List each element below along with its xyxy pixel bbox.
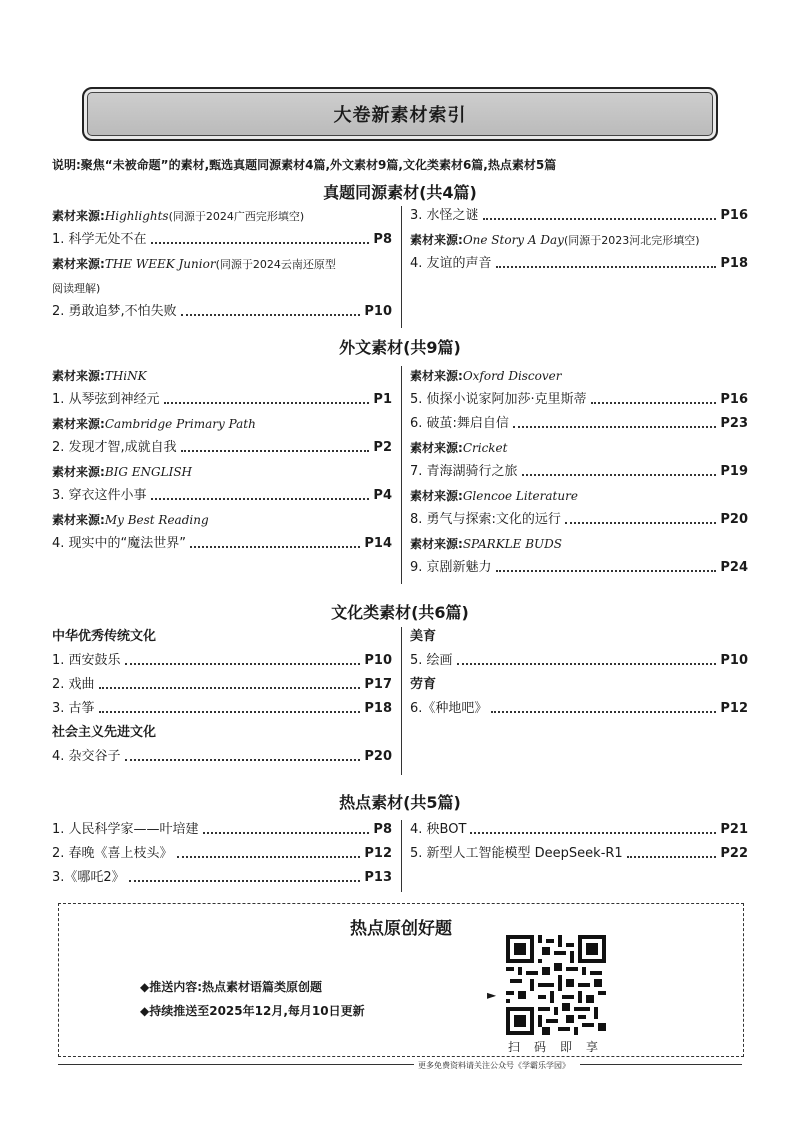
section3-right-column (410, 625, 748, 721)
column-divider (401, 627, 402, 775)
index-entry[interactable]: 7. 青海湖骑行之旅 P19 (410, 464, 748, 479)
category-label: 美育 (410, 629, 437, 644)
source-line: 素材来源:THiNK (52, 369, 147, 383)
promo-bullet-schedule: ◆持续推送至2025年12月,每月10日更新 (140, 1004, 365, 1018)
index-entry[interactable]: 8. 勇气与探索:文化的远行 P20 (410, 512, 748, 527)
column-divider (401, 366, 402, 584)
qr-code-icon[interactable] (506, 935, 606, 1035)
index-entry[interactable]: 1. 人民科学家——叶培建 P8 (52, 822, 392, 837)
index-entry[interactable]: 1. 西安鼓乐 P10 (52, 653, 392, 668)
footer-divider (580, 1064, 742, 1065)
index-entry[interactable]: 1. 从琴弦到神经元 P1 (52, 392, 392, 407)
index-entry[interactable]: 2. 勇敢追梦,不怕失败 P10 (52, 304, 392, 319)
section2-left-column (52, 364, 392, 556)
source-line: 素材来源:Cambridge Primary Path (52, 417, 256, 431)
index-entry[interactable]: 4. 秧BOT P21 (410, 822, 748, 837)
section4-left-column (52, 818, 392, 890)
footer-note: 更多免费资料请关注公众号《学霸乐学园》 (418, 1061, 570, 1070)
index-entry[interactable]: 2. 戏曲 P17 (52, 677, 392, 692)
index-entry[interactable]: 4. 现实中的“魔法世界” P14 (52, 536, 392, 551)
intro-note: 说明:聚焦“未被命题”的素材,甄选真题同源素材4篇,外文素材9篇,文化类素材6篇,热点素材5篇 (52, 158, 557, 172)
source-line: 素材来源:My Best Reading (52, 513, 209, 527)
index-entry[interactable]: 4. 杂交谷子 P20 (52, 749, 392, 764)
index-entry[interactable]: 9. 京剧新魅力 P24 (410, 560, 748, 575)
index-entry[interactable]: 3. 古筝 P18 (52, 701, 392, 716)
page-title: 大卷新素材索引 (333, 105, 467, 126)
category-label: 中华优秀传统文化 (52, 629, 157, 644)
index-entry[interactable]: 5. 新型人工智能模型 DeepSeek-R1 P22 (410, 846, 748, 861)
section2-right-column (410, 364, 748, 580)
index-entry[interactable]: 3. 穿衣这件小事 P4 (52, 488, 392, 503)
promo-bullet-content: ◆推送内容:热点素材语篇类原创题 (140, 980, 323, 994)
index-entry[interactable]: 6.《种地吧》 P12 (410, 701, 748, 716)
category-label: 社会主义先进文化 (52, 725, 157, 740)
scan-caption: 扫码即享 (508, 1040, 613, 1054)
arrow-right-icon: ► (487, 988, 497, 1002)
source-line: 素材来源:SPARKLE BUDS (410, 537, 562, 551)
category-label: 劳育 (410, 677, 437, 692)
index-entry[interactable]: 6. 破茧:舞启自信 P23 (410, 416, 748, 431)
index-entry[interactable]: 2. 发现才智,成就自我 P2 (52, 440, 392, 455)
title-banner (82, 87, 718, 141)
source-line: 素材来源:Cricket (410, 441, 508, 455)
section3-left-column (52, 625, 392, 769)
section-title-exam-source: 真题同源素材(共4篇) (323, 183, 477, 202)
source-line: 素材来源:Highlights(同源于2024广西完形填空) (52, 209, 305, 223)
index-entry[interactable]: 4. 友谊的声音 P18 (410, 256, 748, 271)
source-line: 素材来源:One Story A Day(同源于2023河北完形填空) (410, 233, 700, 247)
promo-title: 热点原创好题 (350, 919, 452, 939)
index-entry[interactable]: 3.《哪吒2》 P13 (52, 870, 392, 885)
source-note-continued: 阅读理解) (52, 282, 101, 295)
section1-right-column (410, 204, 748, 276)
column-divider (401, 206, 402, 328)
index-entry[interactable]: 5. 侦探小说家阿加莎·克里斯蒂 P16 (410, 392, 748, 407)
footer-divider (58, 1064, 414, 1065)
section-title-hot-topics: 热点素材(共5篇) (339, 793, 461, 812)
index-entry[interactable]: 1. 科学无处不在 P8 (52, 232, 392, 247)
section1-left-column (52, 204, 392, 324)
source-line: 素材来源:BIG ENGLISH (52, 465, 193, 479)
source-line: 素材来源:Oxford Discover (410, 369, 562, 383)
index-entry[interactable]: 5. 绘画 P10 (410, 653, 748, 668)
index-entry[interactable]: 2. 春晚《喜上枝头》 P12 (52, 846, 392, 861)
source-line: 素材来源:Glencoe Literature (410, 489, 578, 503)
section4-right-column (410, 818, 748, 866)
column-divider (401, 820, 402, 892)
section-title-foreign: 外文素材(共9篇) (339, 338, 461, 357)
section-title-culture: 文化类素材(共6篇) (331, 603, 469, 622)
source-line: 素材来源:THE WEEK Junior(同源于2024云南还原型 (52, 257, 336, 271)
index-entry[interactable]: 3. 水怪之谜 P16 (410, 208, 748, 223)
